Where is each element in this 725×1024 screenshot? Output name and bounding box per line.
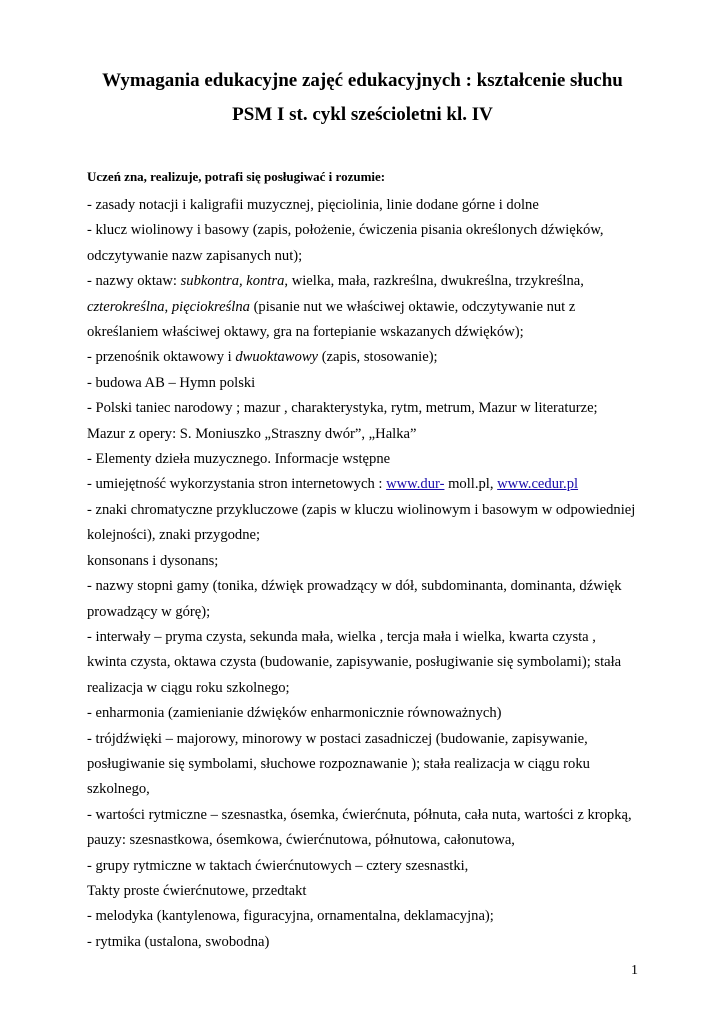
document-title: Wymagania edukacyjne zajęć edukacyjnych : kształcenie słuchu xyxy=(102,70,623,91)
text-line: realizacja w ciągu roku szkolnego; xyxy=(87,679,290,696)
text-line: - grupy rytmiczne w taktach ćwierćnutowych – cztery szesnastki, xyxy=(87,857,469,874)
text-line: kwinta czysta, oktawa czysta (budowanie, zapisywanie, posługiwanie się symbolami); stała xyxy=(87,654,622,671)
text-line: Takty proste ćwierćnutowe, przedtakt xyxy=(87,882,307,899)
document-subtitle: PSM I st. cykl sześcioletni kl. IV xyxy=(232,104,493,125)
text-line: szkolnego, xyxy=(87,781,150,798)
text-line: - rytmika (ustalona, swobodna) xyxy=(87,933,270,950)
text-line: określaniem właściwej oktawy, gra na fortepianie wskazanych dźwięków); xyxy=(87,324,524,341)
text-line: - nazwy stopni gamy (tonika, dźwięk prowadzący w dół, subdominanta, dominanta, dźwięk xyxy=(87,578,622,595)
text-line: - budowa AB – Hymn polski xyxy=(87,374,256,391)
italic-term: subkontra, kontra xyxy=(180,273,285,290)
text-line: - nazwy oktaw: subkontra, kontra, wielka, mała, razkreślna, dwukreślna, trzykreślna, xyxy=(87,273,584,290)
requirements-list xyxy=(87,193,647,955)
text-line: pauzy: szesnastkowa, ósemkowa, ćwierćnutowa, półnutowa, całonutowa, xyxy=(87,832,515,849)
text-line: posługiwanie się symbolami, słuchowe rozpoznawanie ); stała realizacja w ciągu roku xyxy=(87,755,590,772)
text-line: - Elementy dzieła muzycznego. Informacje wstępne xyxy=(87,451,391,468)
intro-heading: Uczeń zna, realizuje, potrafi się posługiwać i rozumie: xyxy=(87,169,386,184)
text-line: - umiejętność wykorzystania stron internetowych : www.dur- moll.pl, www.cedur.pl xyxy=(87,476,579,493)
text-line: - trójdźwięki – majorowy, minorowy w postaci zasadniczej (budowanie, zapisywanie, xyxy=(87,730,588,747)
italic-term: dwuoktawowy xyxy=(235,349,319,366)
text-line: czterokreślna, pięciokreślna (pisanie nut we właściwej oktawie, odczytywanie nut z xyxy=(87,298,576,315)
text-line: - interwały – pryma czysta, sekunda mała, wielka , tercja mała i wielka, kwarta czysta , xyxy=(87,628,596,645)
text-line: kolejności), znaki przygodne; xyxy=(87,527,261,544)
text-line: - melodyka (kantylenowa, figuracyjna, ornamentalna, deklamacyjna); xyxy=(87,908,494,925)
text-line: Mazur z opery: S. Moniuszko „Straszny dwór”, „Halka” xyxy=(87,425,417,442)
text-line: - zasady notacji i kaligrafii muzycznej, pięciolinia, linie dodane górne i dolne xyxy=(87,197,539,213)
text-line: - Polski taniec narodowy ; mazur , charakterystyka, rytm, metrum, Mazur w literaturze; xyxy=(87,400,598,417)
text-line: konsonans i dysonans; xyxy=(87,552,219,569)
text-line: - znaki chromatyczne przykluczowe (zapis w kluczu wiolinowym i basowym w odpowiedniej xyxy=(87,501,636,518)
text-line: odczytywanie nazw zapisanych nut); xyxy=(87,247,303,264)
text-line: - przenośnik oktawowy i dwuoktawowy (zapis, stosowanie); xyxy=(87,349,438,366)
link-dur-moll[interactable]: www.dur- xyxy=(386,476,445,493)
page-number: 1 xyxy=(631,963,638,978)
text-line: - enharmonia (zamienianie dźwięków enharmonicznie równoważnych) xyxy=(87,705,502,722)
text-line: prowadzący w górę); xyxy=(87,603,211,620)
link-cedur[interactable]: www.cedur.pl xyxy=(497,476,579,493)
italic-term: czterokreślna, pięciokreślna xyxy=(87,298,250,315)
text-line: - klucz wiolinowy i basowy (zapis, położenie, ćwiczenia pisania określonych dźwięków, xyxy=(87,222,604,239)
text-line: - wartości rytmiczne – szesnastka, ósemka, ćwierćnuta, półnuta, cała nuta, wartości z kropką, xyxy=(87,806,632,823)
